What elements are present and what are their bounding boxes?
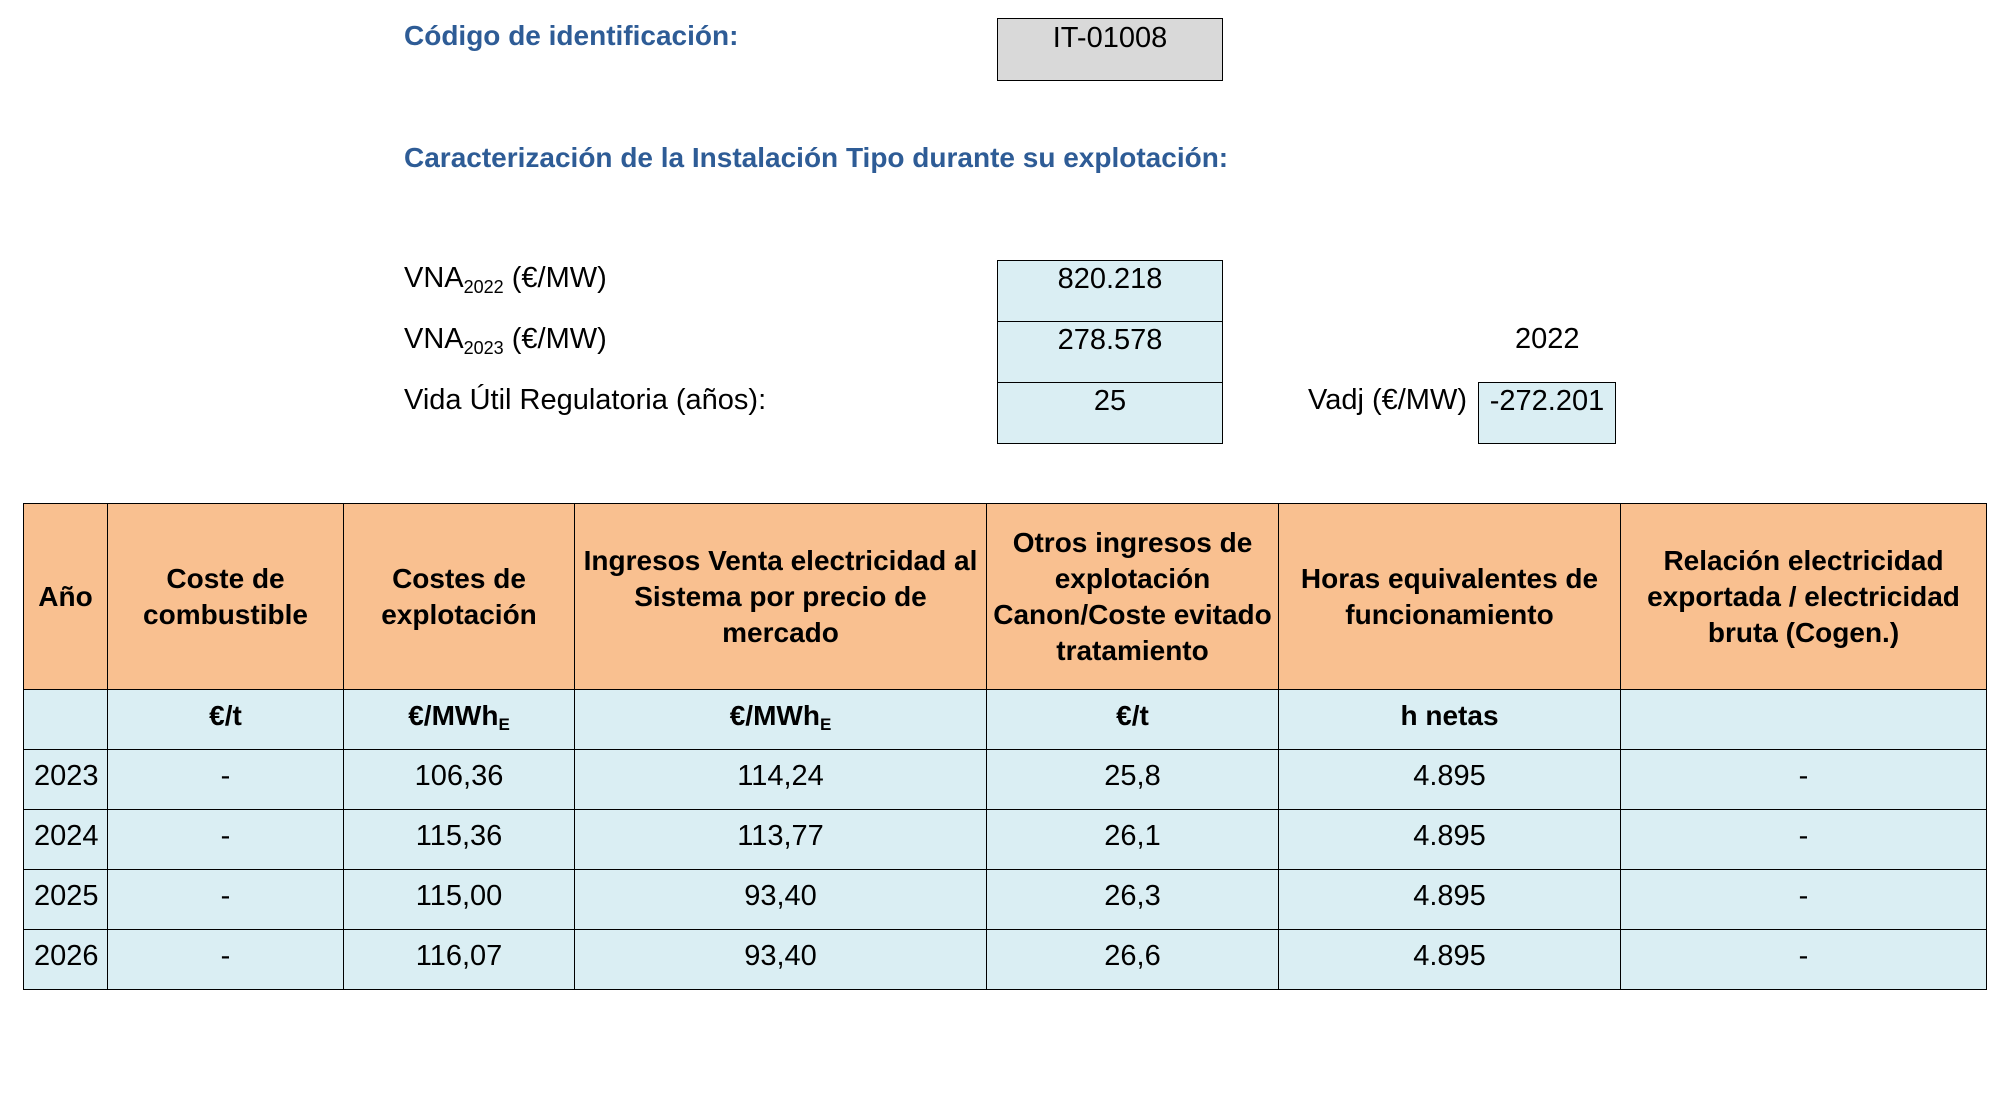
id-value: IT-01008 (1052, 22, 1168, 54)
unit-market-revenue-sub: E (819, 715, 832, 734)
table-row (24, 810, 1987, 870)
unit-operating-cost-sub: E (498, 715, 510, 734)
cell-electricity-ratio: - (1621, 750, 1987, 810)
vna-2023-label-sub: 2023 (463, 338, 504, 358)
cell-operating-cost: 115,36 (344, 810, 575, 870)
id-value-box (997, 18, 1223, 81)
unit-market-revenue-main: €/MWh (729, 700, 820, 731)
cell-operating-cost: 116,07 (344, 930, 575, 990)
cell-equivalent-hours: 4.895 (1279, 870, 1621, 930)
header-electricity-ratio: Relación electricidad exportada / electricidad bruta (Cogen.) (1621, 504, 1987, 690)
cell-other-revenue: 26,1 (987, 810, 1279, 870)
unit-other-revenue: €/t (987, 690, 1279, 750)
header-operating-cost: Costes de explotación (344, 504, 575, 690)
vna-2023-label (404, 323, 607, 359)
cell-market-revenue: 113,77 (575, 810, 987, 870)
unit-operating-cost (344, 690, 575, 750)
vna-2023-value: 278.578 (1057, 324, 1163, 356)
cell-fuel-cost: - (108, 750, 344, 810)
vadj-box (1478, 382, 1616, 444)
header-market-revenue: Ingresos Venta electricidad al Sistema por precio de mercado (575, 504, 987, 690)
cell-fuel-cost: - (108, 930, 344, 990)
cell-electricity-ratio: - (1621, 810, 1987, 870)
id-label: Código de identificación: (404, 20, 739, 51)
cell-electricity-ratio: - (1621, 870, 1987, 930)
cell-fuel-cost: - (108, 810, 344, 870)
unit-operating-cost-main: €/MWh (408, 700, 499, 731)
header-other-revenue: Otros ingresos de explotación Canon/Coste evitado tratamiento (987, 504, 1279, 690)
vadj-value: -272.201 (1489, 385, 1605, 417)
cell-other-revenue: 25,8 (987, 750, 1279, 810)
table-header-row (24, 504, 1987, 690)
unit-electricity-ratio (1621, 690, 1987, 750)
vna-2022-label-main: VNA (404, 262, 464, 294)
vna-2023-box (997, 321, 1223, 383)
cell-year: 2025 (24, 870, 108, 930)
cell-year: 2026 (24, 930, 108, 990)
table-row (24, 930, 1987, 990)
cell-operating-cost: 115,00 (344, 870, 575, 930)
table-row (24, 750, 1987, 810)
table-units-row (24, 690, 1987, 750)
unit-fuel-cost: €/t (108, 690, 344, 750)
header-equivalent-hours: Horas equivalentes de funcionamiento (1279, 504, 1621, 690)
vna-2022-value: 820.218 (1057, 263, 1163, 295)
unit-market-revenue (575, 690, 987, 750)
header-year: Año (24, 504, 108, 690)
cell-other-revenue: 26,6 (987, 930, 1279, 990)
cell-electricity-ratio: - (1621, 930, 1987, 990)
header-fuel-cost: Coste de combustible (108, 504, 344, 690)
vna-2022-label-sub: 2022 (463, 277, 504, 297)
cell-market-revenue: 93,40 (575, 930, 987, 990)
vna-2022-label-unit: (€/MW) (511, 262, 607, 294)
cell-equivalent-hours: 4.895 (1279, 930, 1621, 990)
section-title: Caracterización de la Instalación Tipo durante su explotación: (404, 142, 1229, 173)
unit-year (24, 690, 108, 750)
cell-year: 2024 (24, 810, 108, 870)
vna-2023-label-unit: (€/MW) (511, 323, 607, 355)
cell-equivalent-hours: 4.895 (1279, 810, 1621, 870)
cell-operating-cost: 106,36 (344, 750, 575, 810)
cell-other-revenue: 26,3 (987, 870, 1279, 930)
vida-util-label: Vida Útil Regulatoria (años): (404, 384, 767, 416)
cell-year: 2023 (24, 750, 108, 810)
vadj-label: Vadj (€/MW) (1308, 384, 1467, 416)
vna-2023-label-main: VNA (404, 323, 464, 355)
unit-equivalent-hours: h netas (1279, 690, 1621, 750)
table-row (24, 870, 1987, 930)
cell-market-revenue: 114,24 (575, 750, 987, 810)
vida-util-value: 25 (1093, 385, 1127, 417)
operating-costs-table (23, 503, 1987, 990)
cell-fuel-cost: - (108, 870, 344, 930)
cell-market-revenue: 93,40 (575, 870, 987, 930)
reference-year: 2022 (1515, 323, 1580, 355)
vida-util-box (997, 382, 1223, 444)
cell-equivalent-hours: 4.895 (1279, 750, 1621, 810)
vna-2022-box (997, 260, 1223, 322)
vna-2022-label (404, 262, 607, 298)
